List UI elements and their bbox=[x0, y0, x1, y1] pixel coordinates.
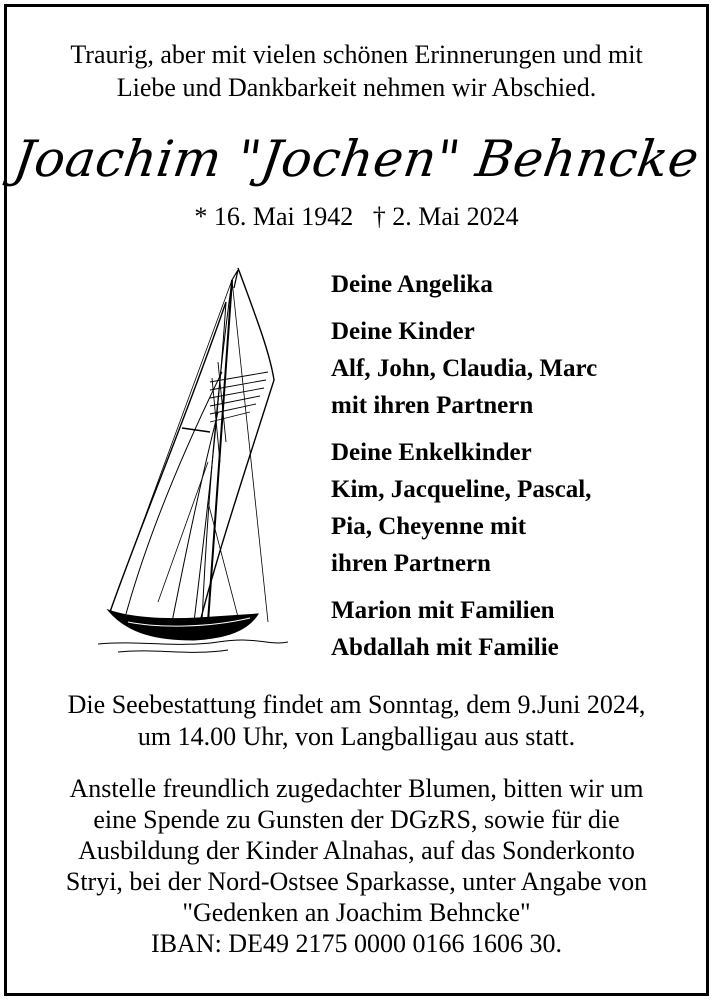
mourner-line: mit ihren Partnern bbox=[331, 392, 534, 419]
iban-line: IBAN: DE49 2175 0000 0166 1606 30. bbox=[151, 929, 562, 958]
mourner-line: ihren Partnern bbox=[331, 550, 491, 577]
mourner-line: Kim, Jacqueline, Pascal, bbox=[331, 476, 592, 503]
death-date: † 2. Mai 2024 bbox=[372, 202, 519, 231]
donation-line: Stryi, bei der Nord-Ostsee Sparkasse, unter Angabe von bbox=[65, 867, 648, 896]
mourners-list bbox=[331, 266, 597, 676]
intro-line: Liebe und Dankbarkeit nehmen wir Abschied. bbox=[116, 73, 597, 102]
mourner-group bbox=[331, 266, 597, 303]
mourner-line: Abdallah mit Familie bbox=[331, 634, 559, 661]
mourner-group bbox=[331, 313, 597, 424]
mourner-group bbox=[331, 434, 597, 582]
mourner-line: Alf, John, Claudia, Marc bbox=[331, 355, 598, 382]
deceased-name: Joachim "Jochen" Behncke bbox=[10, 130, 703, 188]
mourner-line: Pia, Cheyenne mit bbox=[331, 513, 527, 540]
donation-line: eine Spende zu Gunsten der DGzRS, sowie für die bbox=[93, 805, 620, 834]
mourner-group bbox=[331, 592, 597, 666]
sailboat-icon bbox=[98, 262, 288, 662]
mourner-line: Deine Enkelkinder bbox=[331, 439, 532, 466]
birth-date: * 16. Mai 1942 bbox=[194, 202, 354, 231]
burial-line: Die Seebestattung findet am Sonntag, dem 9.Juni 2024, bbox=[67, 690, 646, 719]
intro-line: Traurig, aber mit vielen schönen Erinnerungen und mit bbox=[70, 40, 643, 69]
donation-info bbox=[0, 773, 713, 959]
mourner-line: Marion mit Familien bbox=[331, 597, 555, 624]
donation-line: Ausbildung der Kinder Alnahas, auf das Sonderkonto bbox=[78, 836, 635, 865]
mourner-line: Deine Angelika bbox=[331, 271, 493, 298]
donation-line: "Gedenken an Joachim Behncke" bbox=[182, 898, 531, 927]
burial-info bbox=[0, 689, 713, 753]
burial-line: um 14.00 Uhr, von Langballigau aus statt. bbox=[137, 722, 576, 751]
mourner-line: Deine Kinder bbox=[331, 318, 475, 345]
intro-text bbox=[0, 38, 713, 104]
life-dates bbox=[0, 201, 713, 233]
donation-line: Anstelle freundlich zugedachter Blumen, bitten wir um bbox=[69, 774, 644, 803]
